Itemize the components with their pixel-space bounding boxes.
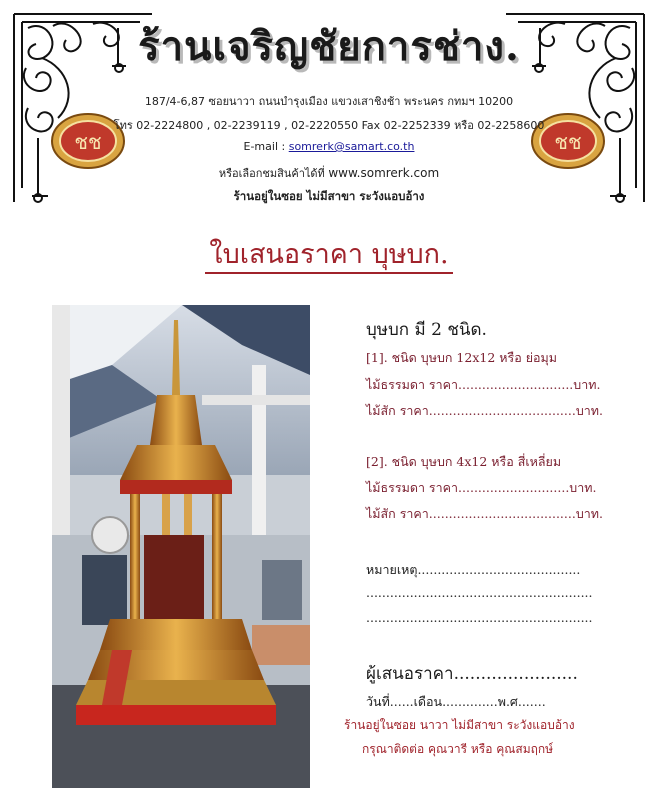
logo-text: ชช: [554, 130, 582, 154]
remark-line-1: .........................................................: [366, 585, 593, 600]
date-line: วันที่......เดือน..............พ.ศ.......: [366, 694, 546, 709]
website-label: หรือเลือกชมสินค้าได้ที่: [218, 167, 325, 180]
footer-notice: ร้านอยู่ในซอย นาวา ไม่มีสาขา ระวังแอบอ้าง: [344, 718, 575, 732]
shop-address: 187/4-6,87 ซอยนาวา ถนนบำรุงเมือง แขวงเสาชิงช้า พระนคร กทมฯ 10200: [144, 95, 514, 108]
website-link[interactable]: www.somrerk.com: [328, 166, 440, 180]
form-heading: บุษบก มี 2 ชนิด.: [366, 320, 487, 340]
type1-label: [1]. ชนิด บุษบก 12x12 หรือ ย่อมุม: [366, 350, 558, 365]
busabok-photo: [52, 305, 310, 788]
type1-regular-wood-price: ไม้ธรรมดา ราคา.............................บาท.: [366, 377, 601, 392]
footer-contact: กรุณาติดต่อ คุณวารี หรือ คุณสมฤกษ์: [362, 742, 554, 756]
website-row: [0, 164, 658, 182]
email-row: [0, 140, 658, 153]
type2-regular-wood-price: ไม้ธรรมดา ราคา............................บาท.: [366, 480, 597, 495]
type2-label: [2]. ชนิด บุษบก 4x12 หรือ สี่เหลี่ยม: [366, 454, 562, 469]
shop-phone: โทร 02-2224800 , 02-2239119 , 02-2220550 Fax 02-2252339 หรือ 02-2258600: [113, 119, 545, 132]
quotation-title: [0, 232, 658, 275]
type2-teak-price: ไม้สัก ราคา.....................................บาท.: [366, 506, 603, 521]
email-label: E-mail :: [243, 140, 286, 153]
remark-label: หมายเหตุ.........................................: [366, 562, 581, 577]
logo-text: ชช: [74, 130, 102, 154]
type1-teak-price: ไม้สัก ราคา.....................................บาท.: [366, 403, 603, 418]
branch-notice: ร้านอยู่ในซอย ไม่มีสาขา ระวังแอบอ้าง: [233, 189, 425, 203]
proposer-signature-line: ผู้เสนอราคา.......................: [366, 664, 578, 684]
shop-name-heading: ร้านเจริญชัยการช่าง.: [138, 23, 520, 70]
remark-line-2: .........................................................: [366, 610, 593, 625]
quotation-title-text: ใบเสนอราคา บุษบก.: [205, 239, 452, 274]
email-link[interactable]: somrerk@samart.co.th: [288, 140, 415, 153]
